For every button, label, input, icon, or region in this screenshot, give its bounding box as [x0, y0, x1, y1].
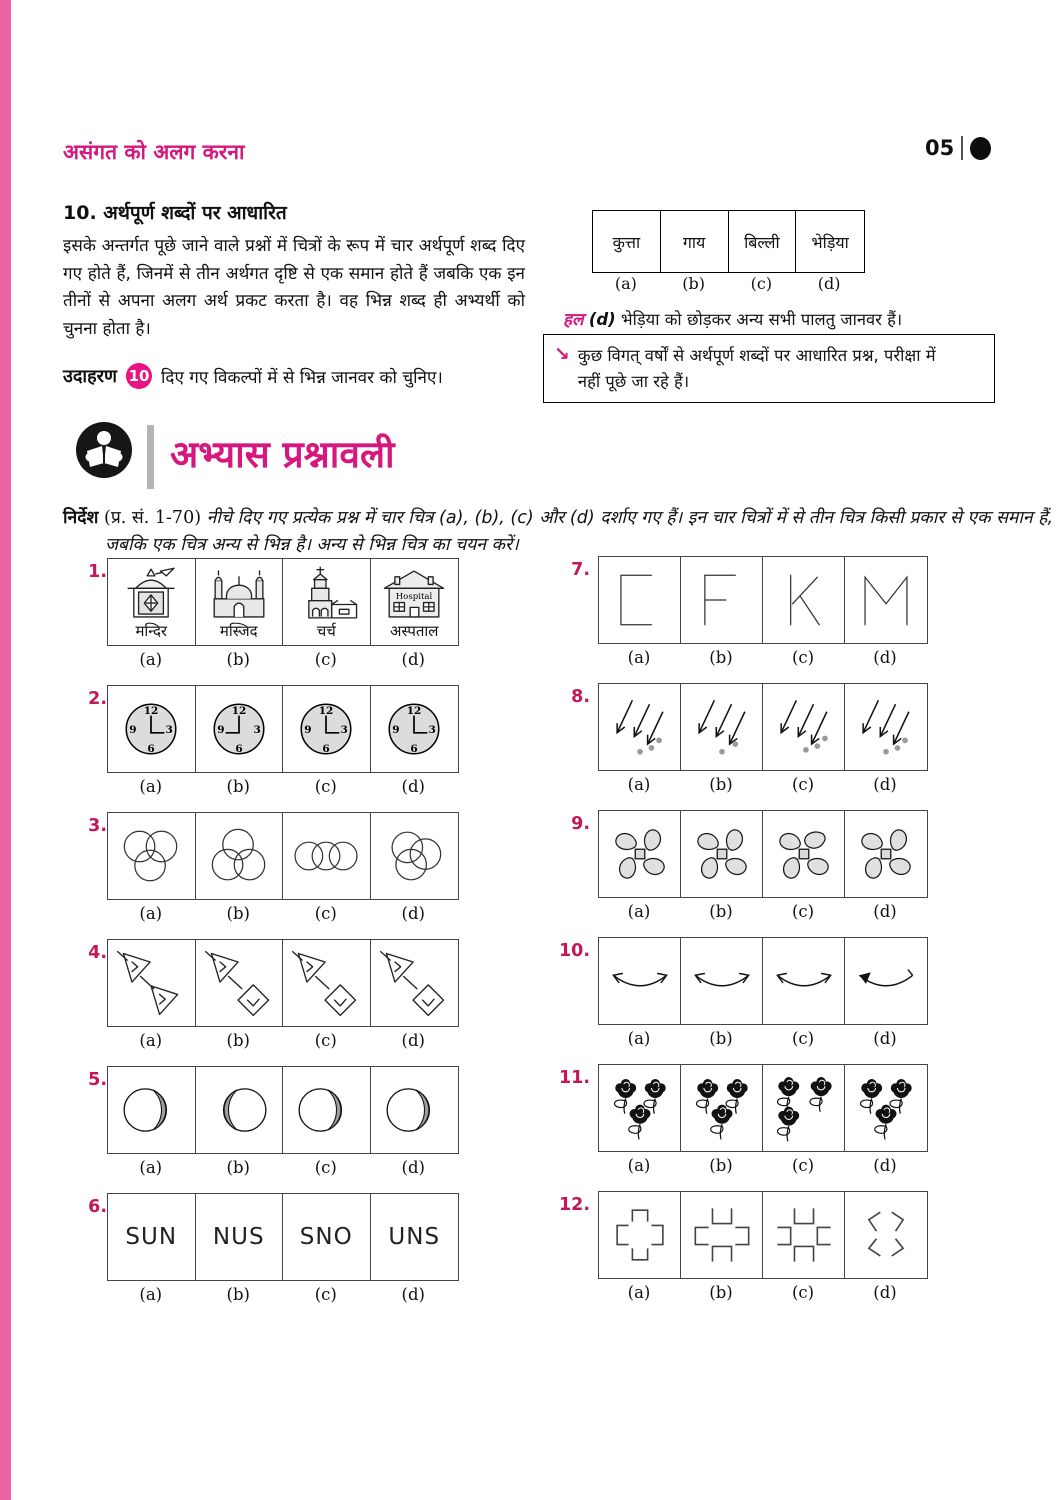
arrows-3dots-icon — [599, 687, 681, 767]
option-cell-a — [108, 686, 196, 772]
solution-label: हल — [563, 310, 584, 330]
option-labels-row — [598, 775, 926, 794]
directions-label: निर्देश — [63, 508, 99, 528]
option-cell-b — [681, 1192, 763, 1278]
options-box — [107, 1193, 459, 1281]
option-label: (c) — [314, 1285, 337, 1304]
option-cell-d — [845, 1192, 927, 1278]
svg-text:6: 6 — [410, 742, 418, 755]
option-label: (a) — [627, 1029, 651, 1048]
letter-f-icon — [681, 560, 763, 640]
petals-icon — [845, 814, 927, 894]
svg-text:3: 3 — [253, 723, 261, 736]
practice-divider-bar — [147, 425, 154, 489]
triangle-diamond-icon — [284, 943, 368, 1023]
option-label: (c) — [314, 650, 337, 669]
practice-title: अभ्यास प्रश्नावली — [170, 433, 395, 476]
options-box — [598, 1191, 928, 1279]
moon-right-icon — [109, 1070, 193, 1150]
roses-triangle-icon — [599, 1068, 681, 1148]
option-cell-b — [196, 1194, 284, 1280]
option-labels-row — [598, 648, 926, 667]
option-cell-b — [681, 557, 763, 643]
example-cell-a: कुत्ता — [593, 211, 661, 272]
arc-left-icon — [845, 941, 927, 1021]
question-9 — [556, 810, 936, 937]
option-cell-d — [845, 811, 927, 897]
option-label: (c) — [791, 775, 815, 794]
letter-m-icon — [845, 560, 927, 640]
questions-left-column — [85, 558, 465, 1320]
options-box — [107, 558, 459, 646]
option-label: (c) — [791, 1029, 815, 1048]
arc-both-icon — [599, 941, 681, 1021]
option-word: SNO — [299, 1224, 353, 1250]
moon-right-icon — [372, 1070, 456, 1150]
option-cell-a — [599, 938, 681, 1024]
question-number: 4. — [88, 943, 107, 963]
question-number: 8. — [571, 687, 590, 707]
option-label: (c) — [750, 274, 773, 293]
options-box — [107, 812, 459, 900]
option-label: (d) — [817, 274, 841, 293]
option-label: (d) — [401, 1031, 425, 1050]
letter-c-icon — [599, 560, 681, 640]
clock-3-icon — [109, 689, 193, 769]
roses-triangle-icon — [845, 1068, 927, 1148]
solution-line — [563, 307, 902, 330]
option-cell-a — [599, 1192, 681, 1278]
solution-text: भेड़िया को छोड़कर अन्य सभी पालतु जानवर हैं। — [620, 310, 903, 329]
note-text: कुछ विगत् वर्षों से अर्थपूर्ण शब्दों पर आधारित प्रश्न, परीक्षा में नहीं पूछे जा रहे हैं। — [577, 346, 936, 391]
option-label: (b) — [709, 775, 733, 794]
svg-text:6: 6 — [235, 742, 243, 755]
question-12 — [556, 1191, 936, 1318]
petals-alt-icon — [763, 814, 845, 894]
svg-text:12: 12 — [231, 704, 247, 717]
circles-row-icon — [284, 816, 368, 896]
option-caption: अस्पताल — [390, 622, 439, 640]
option-label: (a) — [627, 902, 651, 921]
question-number: 3. — [88, 816, 107, 836]
option-label: (a) — [139, 777, 163, 796]
svg-text:9: 9 — [129, 723, 137, 736]
page-accent-bar — [0, 0, 11, 1500]
option-cell-c — [283, 1194, 371, 1280]
option-labels-row — [598, 1029, 926, 1048]
option-cell-c — [283, 813, 371, 899]
question-number: 11. — [558, 1068, 590, 1088]
question-5 — [85, 1066, 465, 1193]
roses-left-icon — [763, 1068, 845, 1148]
svg-text:9: 9 — [392, 723, 400, 736]
svg-text:9: 9 — [217, 723, 225, 736]
option-labels-row — [107, 650, 457, 669]
question-number: 10. — [558, 941, 590, 961]
example-label: उदाहरण — [63, 366, 118, 388]
option-cell-b — [196, 686, 284, 772]
mosque-icon — [197, 565, 281, 623]
options-box — [107, 685, 459, 773]
option-cell-a — [108, 940, 196, 1026]
section-heading: 10. अर्थपूर्ण शब्दों पर आधारित — [63, 202, 287, 224]
example-option-labels — [592, 274, 863, 293]
option-label: (c) — [314, 1158, 337, 1177]
option-cell-b — [681, 938, 763, 1024]
option-label: (d) — [401, 1158, 425, 1177]
option-label: (a) — [614, 274, 637, 293]
option-word: NUS — [212, 1224, 265, 1250]
questions-right-column — [556, 556, 936, 1318]
option-cell-b — [196, 940, 284, 1026]
option-label: (a) — [139, 1031, 163, 1050]
question-2 — [85, 685, 465, 812]
arrows-2dots-icon — [681, 687, 763, 767]
option-cell-c — [763, 684, 845, 770]
options-box — [598, 556, 928, 644]
option-labels-row — [107, 777, 457, 796]
option-cell-a — [599, 557, 681, 643]
question-number: 2. — [88, 689, 107, 709]
option-label: (a) — [139, 650, 163, 669]
svg-text:Hospital: Hospital — [395, 591, 433, 602]
option-cell-d — [371, 1194, 459, 1280]
svg-text:9: 9 — [304, 723, 312, 736]
option-cell-d — [845, 938, 927, 1024]
reader-icon — [75, 421, 133, 483]
option-cell-d — [845, 1065, 927, 1151]
option-label: (b) — [709, 902, 733, 921]
question-8 — [556, 683, 936, 810]
page-number-dot-icon — [970, 137, 991, 160]
svg-text:12: 12 — [318, 704, 334, 717]
option-label: (b) — [226, 1285, 250, 1304]
option-label: (c) — [314, 904, 337, 923]
option-cell-c — [763, 938, 845, 1024]
option-label: (d) — [401, 650, 425, 669]
question-number: 5. — [88, 1070, 107, 1090]
option-label: (d) — [401, 904, 425, 923]
arc-both-icon — [681, 941, 763, 1021]
option-cell-d — [371, 686, 459, 772]
note-box — [543, 334, 995, 403]
option-labels-row — [598, 902, 926, 921]
option-cell-a — [108, 559, 196, 645]
question-number: 6. — [88, 1197, 107, 1217]
option-cell-d — [845, 684, 927, 770]
option-label: (b) — [682, 274, 705, 293]
svg-text:3: 3 — [165, 723, 173, 736]
option-label: (a) — [139, 904, 163, 923]
option-cell-c — [763, 1065, 845, 1151]
options-box — [598, 937, 928, 1025]
option-cell-b — [196, 1067, 284, 1153]
option-label: (a) — [627, 775, 651, 794]
option-label: (a) — [139, 1158, 163, 1177]
option-cell-a — [599, 684, 681, 770]
option-label: (a) — [627, 1156, 651, 1175]
svg-text:3: 3 — [428, 723, 436, 736]
example-cell-b: गाय — [661, 211, 729, 272]
page-number-block — [925, 136, 991, 160]
brackets-mixed-icon — [681, 1195, 763, 1275]
question-number: 12. — [558, 1195, 590, 1215]
option-label: (c) — [791, 648, 815, 667]
clock-3-icon — [284, 689, 368, 769]
question-number: 1. — [88, 562, 107, 582]
example-number-badge: 10 — [126, 363, 152, 389]
option-cell-d — [371, 940, 459, 1026]
option-cell-a — [108, 813, 196, 899]
option-cell-c — [283, 559, 371, 645]
example-cell-d: भेड़िया — [811, 232, 849, 252]
option-cell-c — [283, 1067, 371, 1153]
example-cell-c: बिल्ली — [729, 211, 797, 272]
option-label: (b) — [709, 1283, 733, 1302]
option-label: (c) — [791, 1283, 815, 1302]
option-label: (d) — [873, 1156, 897, 1175]
option-caption: चर्च — [316, 622, 336, 640]
option-label: (c) — [314, 777, 337, 796]
question-number: 9. — [571, 814, 590, 834]
moon-right-icon — [284, 1070, 368, 1150]
option-cell-b — [196, 813, 284, 899]
option-cell-c — [283, 686, 371, 772]
option-label: (c) — [791, 902, 815, 921]
petals-icon — [681, 814, 763, 894]
option-label: (b) — [226, 1031, 250, 1050]
question-6 — [85, 1193, 465, 1320]
option-cell-b — [196, 559, 284, 645]
option-label: (a) — [627, 648, 651, 667]
question-7 — [556, 556, 936, 683]
option-label: (d) — [873, 1283, 897, 1302]
church-icon — [284, 565, 368, 623]
option-cell-a — [108, 1067, 196, 1153]
option-word: UNS — [388, 1224, 441, 1250]
option-labels-row — [107, 1031, 457, 1050]
options-box — [107, 1066, 459, 1154]
option-caption: मस्जिद — [219, 622, 258, 640]
option-label: (b) — [709, 1156, 733, 1175]
option-cell-a — [108, 1194, 196, 1280]
option-cell-a — [599, 811, 681, 897]
circles-bottom2-icon — [197, 816, 281, 896]
option-label: (d) — [873, 902, 897, 921]
option-label: (d) — [401, 777, 425, 796]
svg-text:6: 6 — [322, 742, 330, 755]
section-body: इसके अन्तर्गत पूछे जाने वाले प्रश्नों में चित्रों के रूप में चार अर्थपूर्ण शब्द दिए गए होते हैं, जिनमें से तीन अर्थगत दृष्टि से एक समान होते हैं जबकि एक इन तीनों से अपना अलग अर्थ प्रकट करता है। वह भिन्न शब्द ही अभ्यर्थी को चुनना होता है। — [63, 236, 525, 339]
option-labels-row — [598, 1283, 926, 1302]
option-labels-row — [107, 904, 457, 923]
directions-text: नीचे दिए गए प्रत्येक प्रश्न में चार चित्र (a), (b), (c) और (d) दर्शाए गए हैं। इन चार चित्रों में से तीन चित्र किसी प्रकार से एक समान हैं, जबकि एक चित्र अन्य से भिन्न है। अन्य से भिन्न चित्र का चयन करें। — [105, 508, 1054, 556]
question-1 — [85, 558, 465, 685]
triangle-triangle-icon — [109, 943, 193, 1023]
option-label: (a) — [627, 1283, 651, 1302]
options-box — [598, 1064, 928, 1152]
option-label: (c) — [314, 1031, 337, 1050]
example-row — [63, 363, 525, 389]
question-11 — [556, 1064, 936, 1191]
question-10 — [556, 937, 936, 1064]
option-labels-row — [107, 1158, 457, 1177]
option-cell-d — [371, 559, 459, 645]
option-cell-c — [763, 1192, 845, 1278]
option-label: (d) — [873, 648, 897, 667]
arrows-3dots-b-icon — [763, 687, 845, 767]
option-cell-c — [763, 557, 845, 643]
option-cell-b — [681, 811, 763, 897]
option-caption: मन्दिर — [135, 622, 168, 640]
option-cell-d — [371, 813, 459, 899]
svg-text:12: 12 — [143, 704, 159, 717]
option-label: (b) — [226, 650, 250, 669]
option-label: (d) — [401, 1285, 425, 1304]
svg-text:12: 12 — [406, 704, 422, 717]
question-4 — [85, 939, 465, 1066]
chapter-title: असंगत को अलग करना — [63, 140, 245, 164]
down-right-arrow-icon: ↘ — [554, 343, 570, 365]
petals-icon — [599, 814, 681, 894]
page-number-divider — [961, 136, 963, 160]
roses-triangle-icon — [681, 1068, 763, 1148]
clock-3-icon — [372, 689, 456, 769]
directions — [63, 505, 1057, 559]
solution-answer: (d) — [588, 310, 616, 329]
option-labels-row — [598, 1156, 926, 1175]
option-cell-d — [371, 1067, 459, 1153]
moon-left-icon — [197, 1070, 281, 1150]
option-cell-a — [599, 1065, 681, 1151]
option-label: (b) — [226, 904, 250, 923]
example-text: दिए गए विकल्पों में से भिन्न जानवर को चुनिए। — [161, 367, 443, 388]
option-label: (d) — [873, 775, 897, 794]
option-cell-d — [845, 557, 927, 643]
svg-text:6: 6 — [147, 742, 155, 755]
circles-top2-icon — [109, 816, 193, 896]
options-box — [598, 810, 928, 898]
option-word: SUN — [125, 1224, 178, 1250]
option-label: (b) — [226, 777, 250, 796]
options-box — [107, 939, 459, 1027]
option-label: (b) — [709, 648, 733, 667]
question-number: 7. — [571, 560, 590, 580]
option-label: (a) — [139, 1285, 163, 1304]
option-cell-c — [283, 940, 371, 1026]
option-label: (c) — [791, 1156, 815, 1175]
arrows-3dots-icon — [845, 687, 927, 767]
options-box — [598, 683, 928, 771]
letter-k-icon — [763, 560, 845, 640]
example-options-table — [592, 210, 865, 273]
option-label: (d) — [873, 1029, 897, 1048]
section-intro — [63, 199, 525, 389]
hospital-icon — [372, 565, 456, 623]
arc-both-icon — [763, 941, 845, 1021]
page-number: 05 — [925, 136, 955, 160]
question-3 — [85, 812, 465, 939]
option-labels-row — [107, 1285, 457, 1304]
option-cell-b — [681, 684, 763, 770]
triangle-diamond-icon — [372, 943, 456, 1023]
brackets-in-icon — [599, 1195, 681, 1275]
option-label: (b) — [709, 1029, 733, 1048]
temple-icon — [109, 565, 193, 623]
circles-cluster-icon — [372, 816, 456, 896]
svg-text:3: 3 — [340, 723, 348, 736]
chevrons-diamond-icon — [845, 1195, 927, 1275]
brackets-out-icon — [763, 1195, 845, 1275]
option-label: (b) — [226, 1158, 250, 1177]
clock-9-icon — [197, 689, 281, 769]
directions-range: (प्र. सं. 1-70) — [104, 508, 202, 528]
option-cell-b — [681, 1065, 763, 1151]
option-cell-c — [763, 811, 845, 897]
triangle-diamond-icon — [197, 943, 281, 1023]
